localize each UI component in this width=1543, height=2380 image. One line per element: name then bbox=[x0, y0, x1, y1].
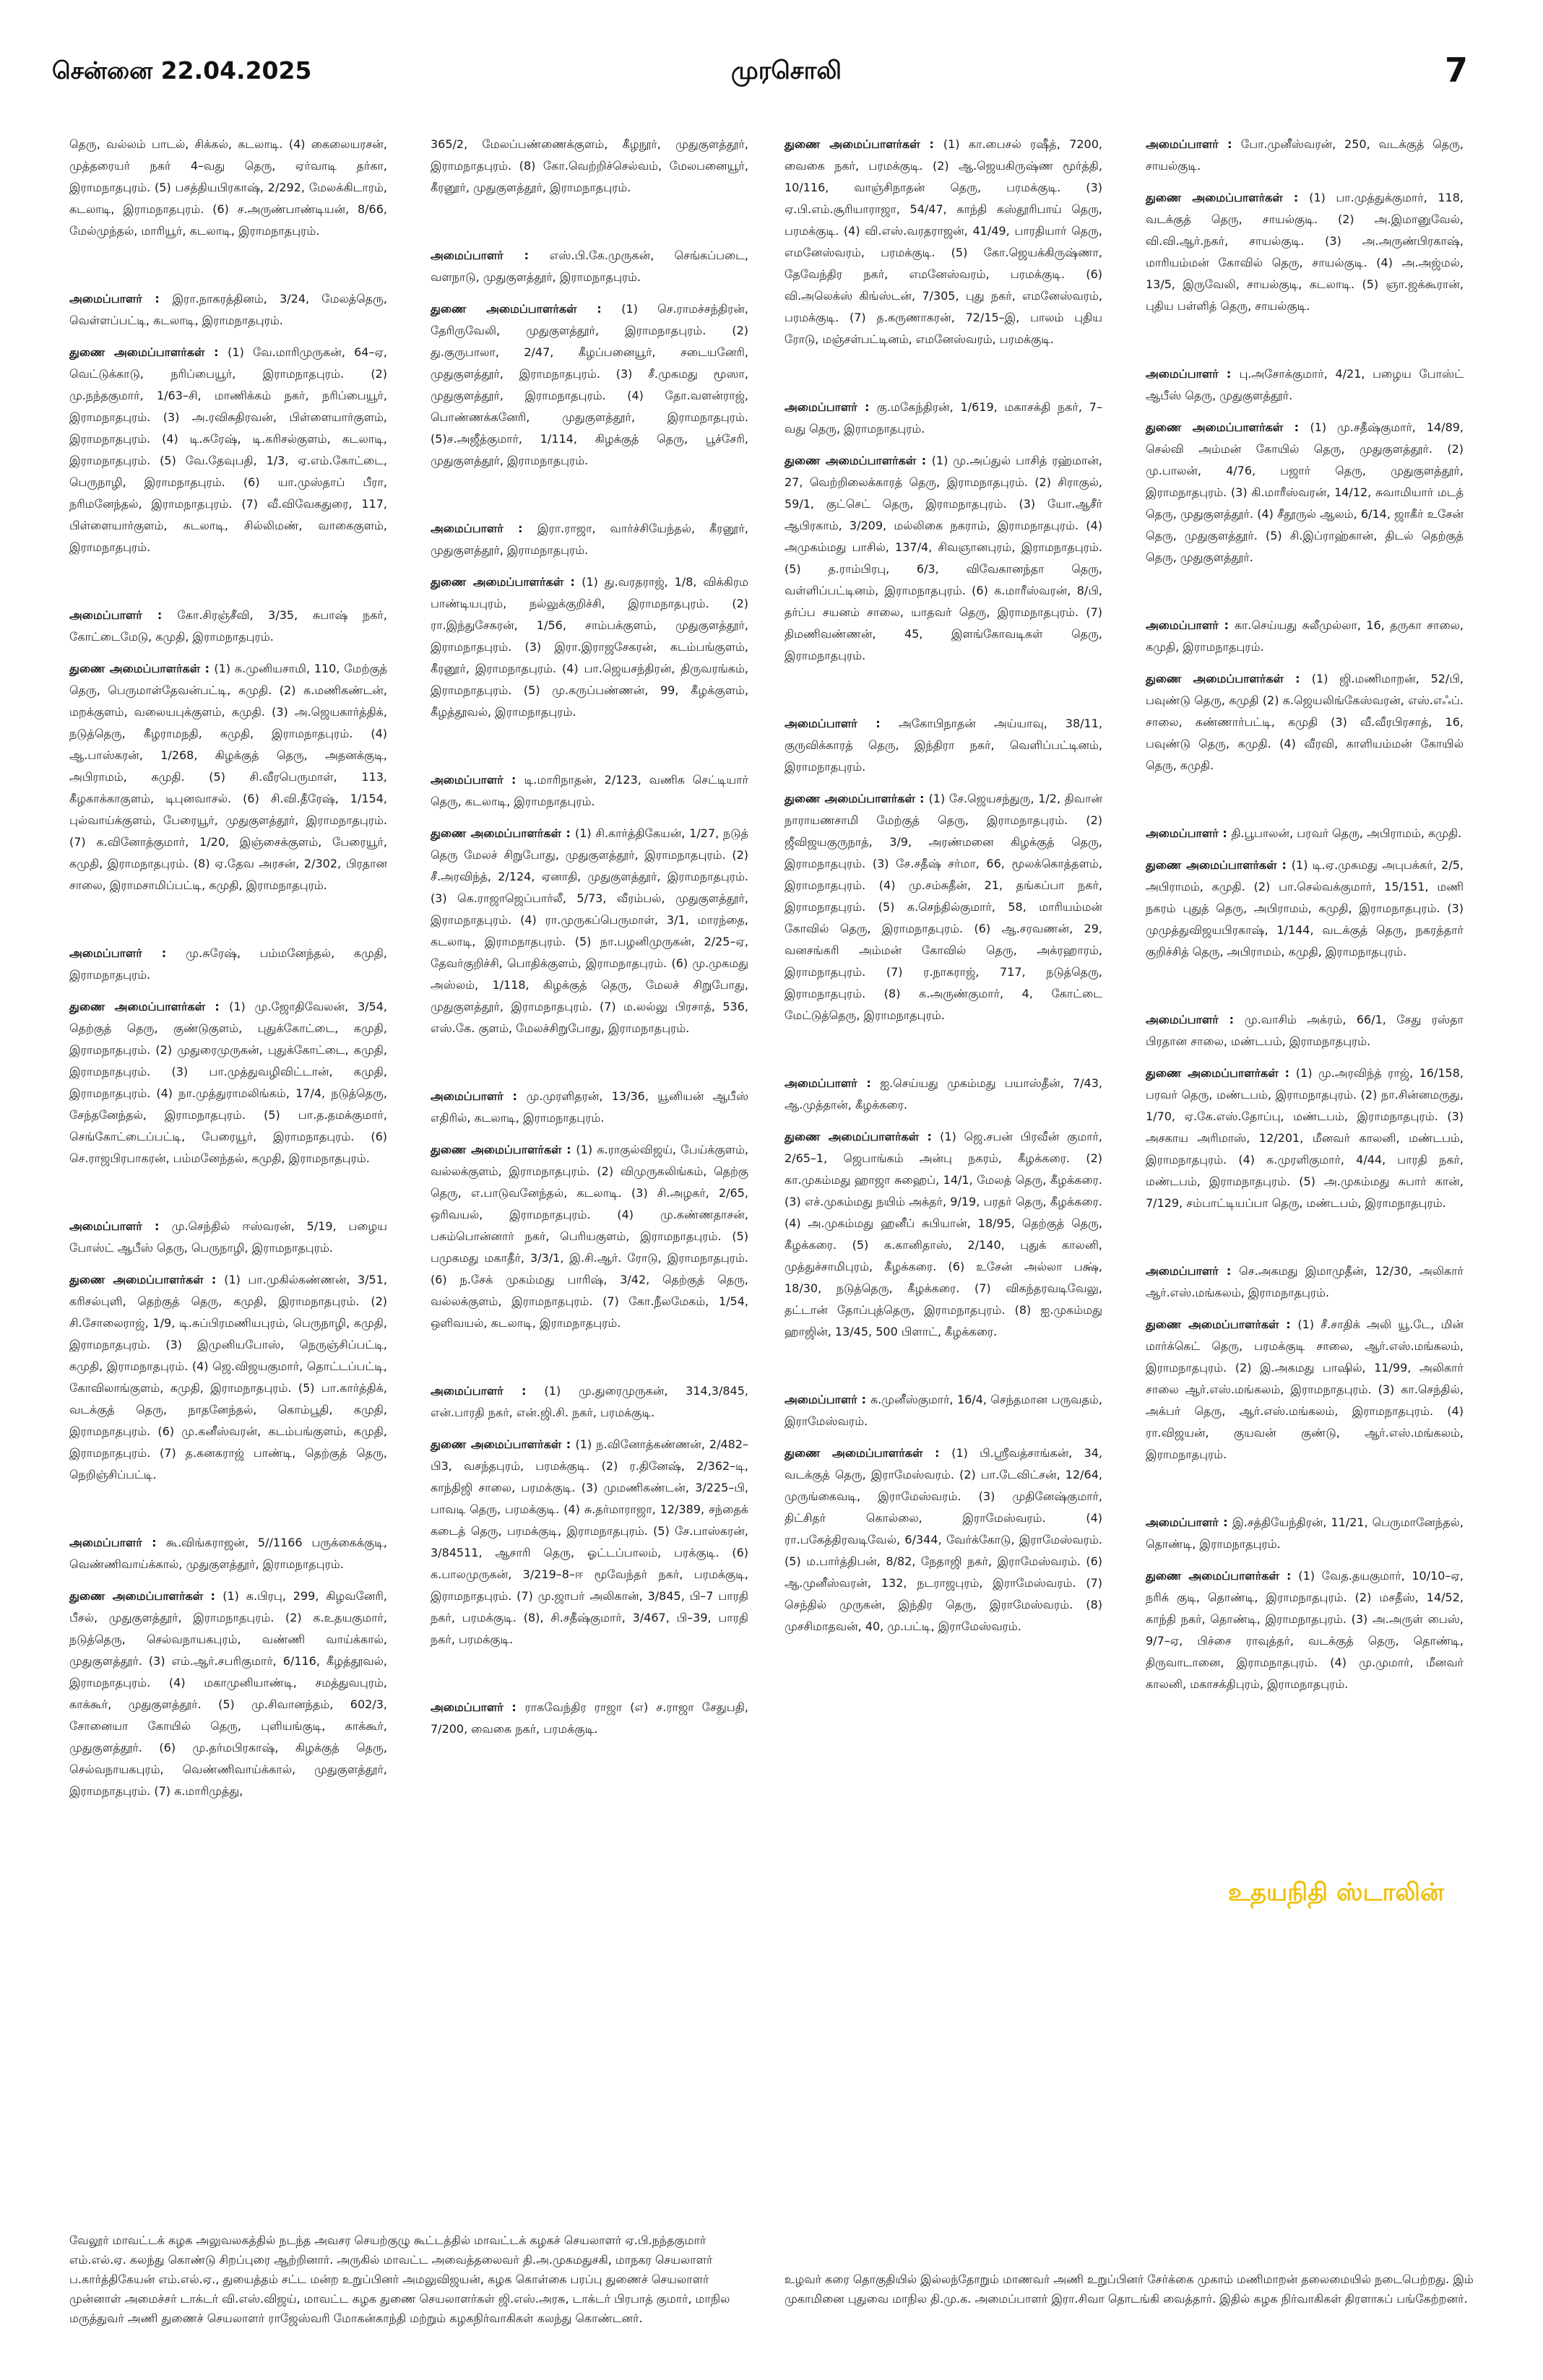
deputy-text: (1) பா.முத்துக்குமார், 118, வடக்குத் தெரு, சாயல்குடி. (2) அ.இமானுவேல், வி.வி.ஆர்.நகர், சாயல்குடி. (3) அ.அருண்பிரகாஷ், மாரியம்மன் கோவில் தெரு, சாயல்குடி. (4) அ.அஜ்மல், 13/5, இருவேலி, சாயல்குடி, கடலாடி. (5) ஞா.ஜக்கூரான், புதிய பள்ளித் தெரு, சாயல்குடி. bbox=[1146, 191, 1464, 313]
deputy-text: (1) மு.அரவிந்த் ராஜ், 16/158, பரவர் தெரு, மண்டபம், இராமநாதபுரம். (2) நா.சின்னமருது, 1/70, ஏ.கே.எஸ்.தோப்பு, மண்டபம், இராமநாதபுரம். (3) அசகாய அரிமாஸ், 12/201, மீனவர் காலனி, மண்டபம், இராமநாதபுரம். (4) க.முரளிகுமார், 4/44, பாரதி நகர், மண்டபம், இராமநாதபுரம். (5) அ.முகம்மது சுபார் கான், 7/129, சம்பாட்டியப்பா தெரு, மண்டபம், இராமநாதபுரம். bbox=[1146, 1066, 1464, 1210]
deputy-organizers-line bbox=[69, 1269, 387, 1486]
deputy-organizers-line bbox=[69, 134, 387, 242]
deputy-text: (1) சே.ஜெயசந்துரு, 1/2, திவான் நாராயணசாமி மேற்குத் தெரு, இராமநாதபுரம். (2) ஜீவிஜயகுருநாத், 3/9, அரண்மனை கிழக்குத் தெரு, இராமநாதபுரம். (3) சே.சதீஷ் சர்மா, 66, மூலக்கொத்தளம், இராமநாதபுரம். (4) மு.சம்சுதீன், 21, தங்கப்பா நகர், இராமநாதபுரம். (5) க.செந்தில்குமார், 58, மாரியம்மன் கோவில் தெரு, இராமநாதபுரம். (6) ஆ.சரவணன், 29, வனசங்கரி அம்மன் கோவில் தெரு, அக்ரஹாரம், இராமநாதபுரம். (7) ர.நாகராஜ், 717, நடுத்தெரு, இராமநாதபுரம். (8) க.அருண்குமார், 4, கோட்டை மேட்டுத்தெரு, இராமநாதபுரம். bbox=[785, 792, 1102, 1022]
organizer-text: மு.முரளிதரன், 13/36, யூனியன் ஆபீஸ் எதிரில், கடலாடி, இராமநாதபுரம். bbox=[431, 1089, 749, 1125]
deputy-text: (1) மு.அப்துல் பாசித் ரஹ்மான், 27, வெற்றிலைக்காரத் தெரு, இராமநாதபுரம். (2) சிராகுல், 59/1, குட்செட் தெரு, இராமநாதபுரம். (3) யோ.ஆசீர் ஆபிரகாம், 3/209, மல்லிகை நகராம், இராமநாதபுரம். (4) அமுகம்மது பாசில், 137/4, சிவஞானபுரம், இராமநாதபுரம். (5) த.ராம்பிரபு, 6/3, விவேகானந்தா தெரு, வள்ளிப்பட்டினம், இராமநாதபுரம். (6) க.மாரீஸ்வரன், 8/பி, தர்ப்ப சயனம் சாலை, யாதவர் தெரு, இராமநாதபுரம். (7) திமணிவண்ணன், 45, இளங்கோவடிகள் தெரு, இராமநாதபுரம். bbox=[785, 454, 1102, 662]
deputy-organizers-line bbox=[1146, 1063, 1464, 1214]
deputy-text: (1) ஜி.மணிமாறன், 52/பி, பவுண்டு தெரு, கமுதி (2) க.ஜெயலிங்கேஸ்வரன், எஸ்.எஃப். சாலை, கண்ணார்பட்டி, கமுதி (3) வீ.வீரபிரசாத், 16, பவுண்டு தெரு, கமுதி. (4) வீரவி, காளியம்மன் கோயில் தெரு, கமுதி. bbox=[1146, 672, 1464, 772]
organizer-text: இரா.ராஜா, வார்ச்சியேந்தல், கீரனூர், முதுகுளத்தூர், இராமநாதபுரம். bbox=[431, 522, 748, 557]
organizer-text: ஐ.செய்யது முகம்மது பயாஸ்தீன், 7/43, ஆ.முத்தான், கீழக்கரை. bbox=[785, 1076, 1102, 1112]
caption-left: வேலூர் மாவட்டக் கழக அலுவலகத்தில் நடந்த அவசர செயற்குழு கூட்டத்தில் மாவட்டக் கழகச் செயலாளர் ஏ.பி.நந்தகுமார் எம்.எல்.ஏ. கலந்து கொண்டு சிறப்புரை ஆற்றினார். அருகில் மாவட்ட அவைத்தலைவர் தி.அ.முகமதுசகி, மாநகர செயலாளர் ப.கார்த்திகேயன் எம்.எல்.ஏ., துயைத்தம் சட்ட மன்ற உறுப்பினர் அமலுவிஜயன், கழக கொள்கை பரப்பு துணைச் செயலாளர் முன்னாள் அமைச்சர் டாக்டர் வி.எஸ்.விஜய், மாவட்ட கழக துணை செயலாளர்கள் ஜி.எஸ்.அரசு, டாக்டர் பிரபாத் குமார், மாநில மருத்துவர் அணி துணைச் செயலாளர் ராஜேஸ்வரி மோகன்காந்தி மற்றும் கழகநிர்வாகிகள் கலந்து கொண்டனர். bbox=[69, 2233, 730, 2325]
deputy-label: துணை அமைப்பாளர்கள் : bbox=[1146, 191, 1310, 204]
organizer-text: தி.பூபாலன், பரவர் தெரு, அபிராமம், கமுதி. bbox=[1231, 826, 1462, 840]
signature-text: உதயநிதி ஸ்டாலின் bbox=[1228, 1878, 1444, 1907]
organizer-label: அமைப்பாளர் : bbox=[69, 608, 178, 622]
deputy-organizers-line bbox=[69, 1585, 387, 1802]
deputy-organizers-line bbox=[431, 298, 748, 472]
column-3 bbox=[785, 134, 1102, 1684]
deputy-label: துணை அமைப்பாளர்கள் : bbox=[1146, 672, 1312, 685]
deputy-label: துணை அமைப்பாளர்கள் : bbox=[1146, 420, 1310, 434]
appointment-block bbox=[69, 943, 387, 1169]
appointment-block bbox=[1146, 1260, 1464, 1466]
organizer-line bbox=[431, 1380, 748, 1424]
deputy-label: துணை அமைப்பாளர்கள் : bbox=[431, 826, 575, 840]
organizer-label: அமைப்பாளர் : bbox=[69, 1536, 166, 1549]
deputy-organizers-line bbox=[785, 134, 1102, 350]
page-header bbox=[52, 51, 1468, 94]
appointment-block bbox=[69, 288, 387, 558]
organizer-text: எஸ்.பி.கே.முருகன், செங்கப்படை, வளநாடு, முதுகுளத்தூர், இராமநாதபுரம். bbox=[431, 248, 749, 284]
organizer-text: கோ.சிரஞ்சீவி, 3/35, சுபாஷ் நகர், கோட்டைமேடு, கமுதி, இராமநாதபுரம். bbox=[69, 608, 388, 644]
deputy-organizers-line bbox=[1146, 668, 1464, 776]
deputy-label: துணை அமைப்பாளர்கள் : bbox=[1146, 1317, 1298, 1331]
organizer-label: அமைப்பாளர் : bbox=[785, 1076, 881, 1090]
appointment-block bbox=[785, 1073, 1102, 1343]
appointment-block bbox=[1146, 823, 1464, 963]
organizer-line bbox=[431, 1086, 748, 1129]
appointment-block bbox=[1146, 1512, 1464, 1695]
column-2 bbox=[431, 134, 748, 1786]
organizer-text: அகோபிநாதன் அய்யாவு, 38/11, குருவிக்காரத் தெரு, இந்திரா நகர், வெளிப்பட்டினம், இராமநாதபுரம். bbox=[785, 717, 1102, 774]
deputy-organizers-line bbox=[69, 342, 387, 558]
deputy-organizers-line bbox=[1146, 854, 1464, 963]
organizer-line bbox=[1146, 1512, 1464, 1555]
deputy-text: (1) வேத.தயகுமார், 10/10–ஏ, நரிக் குடி, தொண்டி, இராமநாதபுரம். (2) மசதீஸ், 14/52, காந்தி நகர், தொண்டி, இராமநாதபுரம். (3) அ.அருள் பைஸ், 9/7–ஏ, பிச்சை ராவுத்தர், வடக்குத் தெரு, தொண்டி, திருவாடானை, இராமநாதபுரம். (4) மு.முமார், மீனவர் காலனி, மகாசக்திபுரம், இராமநாதபுரம். bbox=[1146, 1569, 1464, 1691]
organizer-line bbox=[1146, 823, 1464, 844]
organizer-text: செ.அகமது இமாமுதீன், 12/30, அலிகார் ஆர்.எஸ்.மங்கலம், இராமநாதபுரம். bbox=[1146, 1264, 1464, 1299]
organizer-line bbox=[1146, 134, 1464, 177]
appointment-block bbox=[785, 1389, 1102, 1637]
appointment-block bbox=[1146, 363, 1464, 568]
organizer-line bbox=[785, 397, 1102, 440]
deputy-organizers-line bbox=[1146, 187, 1464, 317]
organizer-label: அமைப்பாளர் : bbox=[431, 773, 524, 787]
deputy-label: துணை அமைப்பாளர்கள் : bbox=[69, 1273, 225, 1286]
organizer-line bbox=[69, 1532, 387, 1575]
organizer-line bbox=[785, 713, 1102, 778]
appointment-block bbox=[431, 769, 748, 1039]
appointment-block bbox=[431, 1697, 748, 1740]
organizer-line bbox=[1146, 615, 1464, 658]
organizer-label: அமைப்பாளர் : bbox=[785, 717, 899, 730]
organizer-line bbox=[69, 605, 387, 648]
deputy-organizers-line bbox=[785, 1126, 1102, 1343]
column-1 bbox=[69, 134, 387, 1848]
appointment-block bbox=[785, 713, 1102, 1026]
appointment-block bbox=[431, 1380, 748, 1650]
deputy-text: (1) டி.ஏ.முகமது அபுபக்கர், 2/5, அபிராமம், கமுதி. (2) பா.செல்வக்குமார், 15/151, மணி நகரம் புதுத் தெரு, அபிராமம், கமுதி, இராமநாதபுரம். (3) முமுத்துவிஜயபிரகாஷ், 1/144, வடக்குத் தெரு, நகரத்தார் குறிச்சித் தெரு, அபிராமம், கமுதி, இராமநாதபுரம். bbox=[1146, 858, 1464, 959]
deputy-text: (1) பா.முகில்கண்ணன், 3/51, கரிசல்புளி, தெற்குத் தெரு, கமுதி, இராமநாதபுரம். (2) சி.சோலைராஜ், 1/9, டி.சுப்பிரமணியபுரம், பெருநாழி, கமுதி, இராமநாதபுரம். (3) இமுனியபோஸ், நெருஞ்சிப்பட்டி, கமுதி, இராமநாதபுரம். (4) ஜெ.விஜயகுமார், தொட்டப்பட்டி, கோவிலாங்குளம், கமுதி, இராமநாதபுரம். (5) பா.கார்த்திக், வடக்குத் தெரு, நாதனேந்தல், கொம்பூதி, கமுதி, இராமநாதபுரம். (6) மு.கனீஸ்வரன், கடம்பங்குளம், கமுதி, இராமநாதபுரம். (7) த.கனகராஜ் பாண்டி, தெற்குத் தெரு, நெறிஞ்சிப்பட்டி. bbox=[69, 1273, 387, 1481]
organizer-label: அமைப்பாளர் : bbox=[1146, 1013, 1245, 1026]
organizer-line bbox=[785, 1389, 1102, 1432]
appointment-block bbox=[1146, 615, 1464, 776]
caption-right: உழவர் கரை தொகுதியில் இல்லந்தோறும் மாணவர் அணி உறுப்பினர் சேர்க்கை முகாம் மணிமாறன் தலைமையில் நடைபெற்றது. இம் முகாமினை புதுவை மாநில தி.மு.க. அமைப்பாளர் இரா.சிவா தொடங்கி வைத்தார். இதில் கழக நிர்வாகிகள் திரளாகப் பங்கேற்றனர். bbox=[785, 2272, 1474, 2306]
deputy-organizers-line bbox=[431, 1139, 748, 1334]
organizer-line bbox=[69, 943, 387, 986]
deputy-organizers-line bbox=[69, 658, 387, 896]
organizer-text: கு.மகேந்திரன், 1/619, மகாசக்தி நகர், 7–வது தெரு, இராமநாதபுரம். bbox=[785, 400, 1102, 436]
organizer-line bbox=[1146, 1260, 1464, 1304]
organizer-text: க.முனீஸ்குமார், 16/4, செந்தமான பருவதம், இராமேஸ்வரம். bbox=[785, 1393, 1102, 1428]
deputy-text: (1) பி.ஸ்ரீவத்சாங்கன், 34, வடக்குத் தெரு, இராமேஸ்வரம். (2) பா.டேவிட்சன், 12/64, முருங்கைவடி, இராமேஸ்வரம். (3) முதினேஷ்குமார், திட்சிதர் கொல்லை, இராமேஸ்வரம். (4) ரா.பகேத்திரவடிவேல், 6/344, வேர்க்கோடு, இராமேஸ்வரம். (5) ம.பார்த்திபன், 8/82, நேதாஜி நகர், இராமேஸ்வரம். (6) ஆ.முனீஸ்வரன், 132, நடராஜபுரம், இராமேஸ்வரம். (7) செந்தில் முருகன், இந்திர தெரு, இராமேஸ்வரம். (8) முசசிமாதவன், 40, மு.பட்டி, இராமேஸ்வரம். bbox=[785, 1446, 1103, 1633]
deputy-organizers-line bbox=[431, 134, 748, 199]
appointment-block bbox=[69, 134, 387, 242]
deputy-text: தெரு, வல்லம் பாடல், சிக்கல், கடலாடி. (4) கைலையரசன், முத்தரையர் நகர் 4–வது தெரு, ஏர்வாடி தர்கா, இராமநாதபுரம். (5) பசத்தியபிரகாஷ், 2/292, மேலக்கிடாரம், கடலாடி, இராமநாதபுரம். (6) ச.அருண்பாண்டியன், 8/66, மேல்முந்தல், மாரியூர், கடலாடி, இராமநாதபுரம். bbox=[69, 137, 387, 238]
appointment-block bbox=[1146, 1009, 1464, 1214]
deputy-text: (1) க.ராகுல்விஜய், பேய்க்குளம், வல்லக்குளம், இராமநாதபுரம். (2) விமுருகலிங்கம், தெற்கு தெரு, எ.பாடுவனேந்தல், கடலாடி. (3) சி.அழகர், 2/65, ஒரிவயல், இராமநாதபுரம். (4) மு.கண்ணதாசன், பசும்பொன்னார் நகர், பெரியகுளம், இராமநாதபுரம். (5) பமுகமது மகாதீர், 3/3/1, இ.சி.ஆர். ரோடு, இராமநாதபுரம். (6) ந.சேக் முகம்மது பாரிஷ், 3/42, தெற்குத் தெரு, வல்லக்குளம், இராமநாதபுரம். (7) கோ.நீலமேகம், 1/54, ஒளிவயல், கடலாடி, இராமநாதபுரம். bbox=[431, 1143, 749, 1330]
article-columns bbox=[69, 134, 1478, 2185]
deputy-label: துணை அமைப்பாளர்கள் : bbox=[785, 137, 943, 151]
deputy-text: (1) செ.ராமச்சந்திரன், தேரிருவேலி, முதுகுளத்தூர், இராமநாதபுரம். (2) து.குருபாலா, 2/47, கீழப்பனையூர், சடையனேரி, முதுகுளத்தூர், இராமநாதபுரம். (3) சீ.முகமது மூஸா, முதுகுளத்தூர், இராமநாதபுரம். (4) தோ.வளன்ராஜ், பொண்ணக்கனேரி, முதுகுளத்தூர், இராமநாதபுரம். (5)ச.அஜீத்குமார், 1/114, கிழக்குத் தெரு, பூச்சேரி, முதுகுளத்தூர், இராமநாதபுரம். bbox=[431, 302, 749, 467]
organizer-line bbox=[431, 1697, 748, 1740]
organizer-text: மு.வாசிம் அக்ரம், 66/1, சேது ரஸ்தா பிரதான சாலை, மண்டபம், இராமநாதபுரம். bbox=[1146, 1013, 1464, 1048]
organizer-label: அமைப்பாளர் : bbox=[1146, 618, 1235, 632]
deputy-label: துணை அமைப்பாளர்கள் : bbox=[785, 1446, 952, 1460]
appointment-block bbox=[69, 605, 387, 896]
appointment-block bbox=[431, 518, 748, 723]
appointment-block bbox=[69, 1532, 387, 1802]
organizer-label: அமைப்பாளர் : bbox=[431, 1700, 525, 1714]
deputy-label: துணை அமைப்பாளர்கள் : bbox=[69, 1589, 223, 1603]
deputy-label: துணை அமைப்பாளர்கள் : bbox=[431, 302, 622, 316]
publication-date: சென்னை 22.04.2025 bbox=[52, 56, 312, 85]
deputy-text: (1) மு.சதீஷ்குமார், 14/89, செல்வி அம்மன் கோயில் தெரு, முதுகுளத்தூர். (2) மு.பாலன், 4/76, பஜார் தெரு, முதுகுளத்தூர், இராமநாதபுரம். (3) கி.மாரீஸ்வரன், 14/12, சுவாமியார் மடத் தெரு, முதுகுளத்தூர். (4) சீதூருல் ஆலம், 6/14, ஜாகீர் உசேன் தெரு, முதுகுளத்தூர். (5) சி.இப்ராஹ்கான், திடல் தெற்குத் தெரு, முதுகுளத்தூர். bbox=[1146, 420, 1464, 564]
organizer-label: அமைப்பாளர் : bbox=[69, 292, 173, 306]
deputy-text: (1) க.பிரபு, 299, கிழவனேரி, பீசல், முதுகுளத்தூர், இராமநாதபுரம். (2) க.உதயகுமார், நடுத்தெரு, செல்வநாயகபுரம், வண்ணி வாய்க்கால், முதுகுளத்தூர். (3) எம்.ஆர்.சபரிகுமார், 6/116, கீழத்தூவல், இராமநாதபுரம். (4) மகாமுனியாண்டி, சமத்துவபுரம், காக்கூர், முதுகுளத்தூர். (5) மு.சிவானந்தம், 602/3, சோனையா கோயில் தெரு, புளியங்குடி, காக்கூர், முதுகுளத்தூர். (6) மு.தர்மபிரகாஷ், கிழக்குத் தெரு, செல்வநாயகபுரம், வெண்ணிவாய்க்கால், முதுகுளத்தூர், இராமநாதபுரம். (7) க.மாரிமுத்து, bbox=[69, 1589, 388, 1798]
deputy-organizers-line bbox=[785, 1442, 1102, 1637]
organizer-label: அமைப்பாளர் : bbox=[431, 522, 537, 535]
deputy-label: துணை அமைப்பாளர்கள் : bbox=[69, 1000, 230, 1013]
organizer-label: அமைப்பாளர் : bbox=[69, 1219, 172, 1233]
deputy-text: (1) சீ.சாதிக் அலி யூ.டே, மின் மார்க்கெட் தெரு, பரமக்குடி சாலை, ஆர்.எஸ்.மங்கலம், இராமநாதபுரம். (2) இ.அகமது பாஷில், 11/99, அலிகார் சாலை ஆர்.எஸ்.மங்கலம், இராமநாதபுரம். (3) கா.செந்தில், அக்பர் தெரு, ஆர்.எஸ்.மங்கலம், இராமநாதபுரம். (4) ரா.விஜயன், குயவன் குண்டு, ஆர்.எஸ்.மங்கலம், இராமநாதபுரம். bbox=[1146, 1317, 1464, 1461]
deputy-organizers-line bbox=[1146, 1565, 1464, 1695]
deputy-label: துணை அமைப்பாளர்கள் : bbox=[69, 345, 228, 359]
organizer-text: இரா.நாகரத்தினம், 3/24, மேலத்தெரு, வெள்ளப்பட்டி, கடலாடி, இராமநாதபுரம். bbox=[69, 292, 387, 327]
organizer-line bbox=[1146, 1009, 1464, 1052]
newspaper-name: முரசொலி bbox=[731, 56, 842, 85]
deputy-organizers-line bbox=[431, 823, 748, 1039]
deputy-label: துணை அமைப்பாளர்கள் : bbox=[1146, 1066, 1296, 1080]
organizer-text: மு.சுரேஷ், பம்மனேந்தல், கமுதி, இராமநாதபுரம். bbox=[69, 946, 387, 982]
organizer-text: டி.மாரிநாதன், 2/123, வணிக செட்டியார் தெரு, கடலாடி, இராமநாதபுரம். bbox=[431, 773, 748, 808]
organizer-text: ராகவேந்திர ராஜா (எ) ச.ராஜா சேதுபதி, 7/200, வைகை நகர், பரமக்குடி. bbox=[431, 1700, 749, 1736]
column-4 bbox=[1146, 134, 1464, 1741]
appointment-block bbox=[785, 134, 1102, 350]
organizer-label: அமைப்பாளர் : bbox=[431, 1089, 527, 1103]
organizer-text: கா.செய்யது சுலீமுல்லா, 16, தருகா சாலை, கமுதி, இராமநாதபுரம். bbox=[1146, 618, 1464, 654]
deputy-organizers-line bbox=[431, 571, 748, 723]
organizer-text: இ.சத்தியேந்திரன், 11/21, பெருமானேந்தல், தொண்டி, இராமநாதபுரம். bbox=[1146, 1515, 1464, 1551]
organizer-text: (1) மு.துரைமுருகன், 314,3/845, என்.பாரதி நகர், என்.ஜி.சி. நகர், பரமக்குடி. bbox=[431, 1384, 748, 1419]
deputy-label: துணை அமைப்பாளர்கள் : bbox=[431, 1437, 576, 1451]
organizer-line bbox=[69, 1216, 387, 1259]
deputy-text: (1) வே.மாரிமுருகன், 64–ஏ, வெட்டுக்காடு, நரிப்பையூர், இராமநாதபுரம். (2) மு.நந்தகுமார், 1/63–சி, மாணிக்கம் நகர், நரிப்பையூர், இராமநாதபுரம். (3) அ.ரவிசுதிரவன், பிள்ளையார்குளம், இராமநாதபுரம். (4) டி.சுரேஷ், டி.கரிசல்குளம், கடலாடி, இராமநாதபுரம். (5) வே.தேவுபதி, 1/3, ஏ.எம்.கோட்டை, பெருநாழி, இராமநாதபுரம். (6) யா.முஸ்தாப் பீரா, நரிமனேந்தல், இராமநாதபுரம். (7) வீ.விவேகதுரை, 117, பிள்ளையார்குளம், கடலாடி, சில்லிமண், வாகைகுளம், இராமநாதபுரம். bbox=[69, 345, 388, 554]
appointment-block bbox=[431, 1086, 748, 1334]
appointment-block bbox=[431, 245, 748, 472]
organizer-line bbox=[1146, 363, 1464, 407]
deputy-organizers-line bbox=[785, 788, 1102, 1026]
organizer-label: அமைப்பாளர் : bbox=[1146, 1515, 1233, 1529]
organizer-line bbox=[785, 1073, 1102, 1116]
deputy-organizers-line bbox=[1146, 1314, 1464, 1466]
organizer-text: கூ.விங்கராஜன், 5//1166 பருக்கைக்குடி, வெண்ணிவாய்க்கால், முதுகுளத்தூர், இராமநாதபுரம். bbox=[69, 1536, 387, 1571]
deputy-label: துணை அமைப்பாளர்கள் : bbox=[785, 1130, 941, 1143]
organizer-label: அமைப்பாளர் : bbox=[785, 1393, 870, 1406]
organizer-label: அமைப்பாளர் : bbox=[69, 946, 186, 960]
deputy-label: துணை அமைப்பாளர்கள் : bbox=[785, 454, 932, 467]
organizer-label: அமைப்பாளர் : bbox=[785, 400, 877, 414]
organizer-label: அமைப்பாளர் : bbox=[1146, 826, 1232, 840]
organizer-text: மு.செந்தில் ஈஸ்வரன், 5/19, பழைய போஸ்ட் ஆபீஸ் தெரு, பெருநாழி, இராமநாதபுரம். bbox=[69, 1219, 387, 1255]
deputy-text: (1) சி.கார்த்திகேயன், 1/27, நடுத் தெரு மேலச் சிறுபோது, முதுகுளத்தூர், இராமநாதபுரம். (2) சீ.அரவிந்த், 2/124, ஏனாதி, முதுகுளத்தூர், இராமநாதபுரம். (3) கெ.ராஜாஜெப்பார்லீ, 5/73, வீரம்பல், முதுகுளத்தூர், இராமநாதபுரம். (4) ரா.முருகப்பெருமாள், 3/1, மாரந்தை, கடலாடி, இராமநாதபுரம். (5) நா.பழனிமுருகன், 2/25–ஏ, தேவர்குறிச்சி, பொதிக்குளம், இராமநாதபுரம். (6) மு.முகமது அஸ்லம், 1/118, கிழக்குத் தெரு, மேலச் சிறுபோது, முதுகுளத்தூர், இராமநாதபுரம். (7) ம.லல்லு பிரசாத், 536, எஸ்.கே. குளம், மேலச்சிறுபோது, இராமநாதபுரம். bbox=[431, 826, 749, 1035]
organizer-line bbox=[431, 769, 748, 813]
appointment-block bbox=[69, 1216, 387, 1486]
deputy-label: துணை அமைப்பாளர்கள் : bbox=[785, 792, 929, 805]
deputy-text: (1) து.வரதராஜ், 1/8, விக்கிரம பாண்டியபுரம், நல்லுக்குறிச்சி, இராமநாதபுரம். (2) ரா.இந்துசேகரன், 1/56, சாம்பக்குளம், முதுகுளத்தூர், இராமநாதபுரம். (3) இரா.இராஜசேகரன், கடம்பங்குளம், கீரனூர், இராமநாதபுரம். (4) பா.ஜெயசந்திரன், திருவரங்கம், இராமநாதபுரம். (5) மு.கருப்பண்ணன், 99, கீழக்குளம், கீழத்தூவல், இராமநாதபுரம். bbox=[431, 575, 749, 719]
organizer-text: பு.அசோக்குமார், 4/21, பழைய போஸ்ட் ஆபீஸ் தெரு, முதுகுளத்தூர். bbox=[1146, 367, 1464, 402]
deputy-label: துணை அமைப்பாளர்கள் : bbox=[69, 662, 215, 675]
deputy-text: (1) கா.பைசல் ரஷீத், 7200, வைகை நகர், பரமக்குடி. (2) ஆ.ஜெயகிருஷ்ண மூர்த்தி, 10/116, வாஞ்சிநாதன் தெரு, பரமக்குடி. (3) ஏ.பி.எம்.சூரியாராஜா, 54/47, காந்தி கஸ்தூரிபாய் தெரு, பரமக்குடி. (4) வி.எஸ்.வரதராஜன், 41/49, பாரதியார் தெரு, எமனேஸ்வரம், பரமக்குடி. (5) கோ.ஜெயக்கிருஷ்ணா, தேவேந்திர நகர், எமனேஸ்வரம், பரமக்குடி. (6) வி.அலெக்ஸ் கிங்ஸ்டன், 7/305, புது நகர், எமனேஸ்வரம், பரமக்குடி. (7) த.கருணாகரன், 72/15–இ, பாலம் புதிய ரோடு, மஞ்சள்பட்டினம், எமனேஸ்வரம், பரமக்குடி. bbox=[785, 137, 1103, 346]
deputy-organizers-line bbox=[1146, 417, 1464, 568]
appointment-block bbox=[785, 397, 1102, 667]
deputy-text: (1) க.முனியசாமி, 110, மேற்குத் தெரு, பெருமாள்தேவன்பட்டி, கமுதி. (2) க.மணிகண்டன், மறக்குளம், வலையபுக்குளம், கமுதி. (3) அ.ஜெயகார்த்திக், நடுத்தெரு, கீழராமநதி, கமுதி, இராமநாதபுரம். (4) ஆ.பாஸ்கரன், 1/268, கிழக்குத் தெரு, அதனக்குடி, அபிராமம், கமுதி. (5) சி.வீரபெருமாள், 113, கீழகாக்காகுளம், டிபுனவாசல். (6) சி.வி.தீரேஷ், 1/154, புல்வாய்க்குளம், பேரையூர், முதுகுளத்தூர், இராமநாதபுரம். (7) க.வினோத்குமார், 1/20, இஞ்சைக்குளம், பேரையூர், கமுதி, இராமநாதபுரம். (8) ஏ.தேவ அரசன், 2/302, பிரதான சாலை, இராமசாமிப்பட்டி, கமுதி, இராமநாதபுரம். bbox=[69, 662, 388, 892]
deputy-organizers-line bbox=[69, 996, 387, 1169]
appointment-block bbox=[1146, 134, 1464, 317]
organizer-label: அமைப்பாளர் : bbox=[1146, 137, 1241, 151]
deputy-label: துணை அமைப்பாளர்கள் : bbox=[431, 575, 582, 589]
organizer-label: அமைப்பாளர் : bbox=[431, 1384, 545, 1398]
deputy-text: (1) மு.ஜோதிவேலன், 3/54, தெற்குத் தெரு, குண்டுகுளம், புதுக்கோட்டை, கமுதி, இராமநாதபுரம். (2) முதுரைமுருகன், புதுக்கோட்டை, கமுதி, இராமநாதபுரம். (3) பா.முத்துவழிவிட்டான், கமுதி, இராமநாதபுரம். (4) நா.முத்துராமலிங்கம், 17/4, நடுத்தெரு, சேந்தனேந்தல், இராமநாதபுரம். (5) பா.த.தமக்குமார், செங்கோட்டைப்பட்டி, பேரையூர், இராமநாதபுரம். (6) செ.ராஜபிரபாகரன், பம்மனேந்தல், கமுதி, இராமநாதபுரம். bbox=[69, 1000, 387, 1165]
deputy-label: துணை அமைப்பாளர்கள் : bbox=[1146, 1569, 1299, 1583]
organizer-line bbox=[431, 245, 748, 288]
deputy-text: (1) ந.வினோத்கண்ணன், 2/482–பி3, வசந்தபுரம், பரமக்குடி. (2) ர.தினேஷ், 2/362–டி, காந்திஜி சாலை, பரமக்குடி. (3) முமணிகண்டன், 3/225–பி, பாவடி தெரு, பரமக்குடி. (4) சு.தர்மாராஜா, 12/389, சந்தைக் கடைத் தெரு, பரமக்குடி, இராமநாதபுரம். (5) சே.பாஸ்கரன், 3/84511, ஆசாரி தெரு, ஓட்டப்பாலம், பரக்குடி. (6) க.பாலமுருகன், 3/219–8–ஈ மூவேந்தர் நகர், பரமக்குடி, இராமநாதபுரம். (7) மு.ஜாபர் அலிகான், 3/845, பி–7 பாரதி நகர், பரமக்குடி. (8), சி.சதீஷ்குமார், 3/467, பி–39, பாரதி நகர், பரமக்குடி. bbox=[431, 1437, 749, 1646]
deputy-label: துணை அமைப்பாளர்கள் : bbox=[431, 1143, 576, 1156]
organizer-label: அமைப்பாளர் : bbox=[1146, 367, 1240, 381]
deputy-organizers-line bbox=[785, 450, 1102, 667]
organizer-line bbox=[431, 518, 748, 561]
organizer-label: அமைப்பாளர் : bbox=[431, 248, 550, 262]
organizer-text: போ.முனீஸ்வரன், 250, வடக்குத் தெரு, சாயல்குடி. bbox=[1146, 137, 1464, 173]
appointment-block bbox=[431, 134, 748, 199]
organizer-line bbox=[69, 288, 387, 332]
organizer-label: அமைப்பாளர் : bbox=[1146, 1264, 1240, 1278]
deputy-organizers-line bbox=[431, 1434, 748, 1650]
deputy-text: (1) ஜெ.சபன் பிரவீன் குமார், 2/65–1, ஜெபாங்கம் அன்பு நகரம், கீழக்கரை. (2) கா.முகம்மது ஹாஜா சுஹைப், 14/1, மேலத் தெரு, கீழக்கரை. (3) எச்.முகம்மது நயிம் அக்தர், 9/19, பரதர் தெரு, கீழக்கரை. (4) அ.முகம்மது ஹனீப் சுபியான், 18/95, தெற்குத் தெரு, கீழக்கரை. (5) க.கானிதாஸ், 2/140, புதுக் காலனி, முத்துச்சாமிபுரம், கீழக்கரை. (6) உசேன் அல்லா பக்ஷ், 18/30, நடுத்தெரு, கீழக்கரை. (7) விகந்தரவடிவேலு, தட்டான் தோப்புத்தெரு, இராமநாதபுரம். (8) ஐ.முகம்மது ஹாஜின், 13/45, 500 பிளாட், கீழக்கரை. bbox=[785, 1130, 1102, 1338]
page-number: 7 bbox=[1444, 51, 1468, 90]
deputy-text: 365/2, மேலப்பண்ணைக்குளம், கீழநூர், முதுகுளத்தூர், இராமநாதபுரம். (8) கோ.வெற்றிச்செல்வம், மேலபனையூர், கீரனூர், முதுகுளத்தூர், இராமநாதபுரம். bbox=[431, 137, 748, 194]
deputy-label: துணை அமைப்பாளர்கள் : bbox=[1146, 858, 1292, 872]
